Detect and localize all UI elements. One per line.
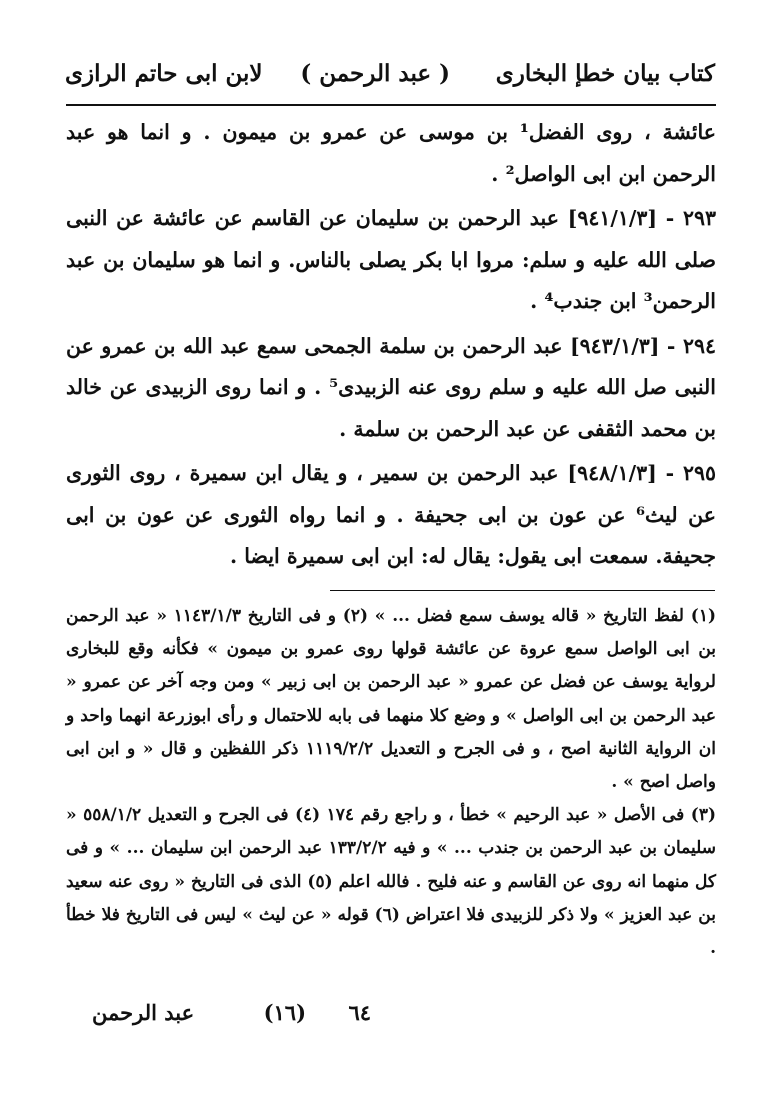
- section-name: ( عبد الرحمن ): [300, 60, 450, 87]
- entry-number: ٢٩٥: [682, 461, 716, 485]
- entry-text: - [٩٤٣/١/٣] عبد الرحمن بن سلمة الجمحى سمع عبد الله بن عمرو عن النبى صل الله عليه و سلم روى عنه الزبيدى⁵ . و انما روى الزبيدى عن خالد بن محمد الثقفى عن عبد الرحمن بن سلمة .: [66, 333, 716, 441]
- footnotes: [66, 600, 716, 965]
- footnote-block: (٣) فى الأصل « عبد الرحيم » خطأ ، و راجع رقم ١٧٤ (٤) فى الجرح و التعديل ٥٥٨/١/٢ « سليمان بن عبد الرحمن بن جندب ... » و فيه ١٣٣/٢/٢ عبد الرحمن ابن سليمان ... » و فى كل منهما انه روى عن القاسم و عنه فليح . فالله اعلم (٥) الذى فى التاريخ « روى عنه سعيد بن عبد العزيز » ولا ذكر للزبيدى فلا اعتراض (٦) قوله « عن ليث » ليس فى التاريخ فلا خطأ .: [66, 805, 716, 959]
- header-divider: [66, 104, 716, 106]
- intro-paragraph: عائشة ، روى الفضل¹ بن موسى عن عمرو بن ميمون . و انما هو عبد الرحمن ابن ابى الواصل² .: [66, 120, 717, 186]
- book-title: كتاب بيان خطإ البخارى: [495, 60, 715, 87]
- page-footer: [66, 1000, 716, 1040]
- page-number: ٦٤: [348, 1000, 371, 1025]
- entry-text: - [٩٤١/١/٣] عبد الرحمن بن سليمان عن القاسم عن عائشة عن النبى صلى الله عليه و سلم: مروا ابا بكر يصلى بالناس. و انما هو سليمان بن عبد الرحمن³ ابن جندب⁴ .: [66, 206, 716, 313]
- entry-293: [66, 198, 716, 323]
- footnote-block: (١) لفظ التاريخ « قاله يوسف سمع فضل ... » (٢) و فى التاريخ ١١٤٣/١/٣ « عبد الرحمن بن ابى الواصل سمع عروة عن عائشة قولها روى عمرو بن ميمون » فكأنه وقع للبخارى لرواية يوسف عن فضل عن عمرو « عبد الرحمن بن ابى زبير » ومن وجه آخر عن عمرو « عبد الرحمن بن ابى الواصل » و وضع كلا منهما فى بابه للاحتمال و رأى ابوزرعة انهما واحد و ان الرواية الثانية اصح ، و فى الجرح و التعديل ١١١٩/٢/٢ ذكر اللفظين و قال « و ابن ابى واصل اصح » .: [66, 606, 717, 793]
- footer-section-name: عبد الرحمن: [92, 1000, 195, 1025]
- footnote-divider: [330, 590, 715, 591]
- entry-number: ٢٩٤: [682, 333, 716, 358]
- entry-number: ٢٩٣: [682, 206, 717, 230]
- page-header: [65, 56, 715, 96]
- main-text: [66, 112, 716, 578]
- volume-mark: (١٦): [263, 1000, 306, 1025]
- entry-294: [66, 326, 716, 451]
- entry-295: [66, 453, 716, 578]
- author-name: لابن ابى حاتم الرازى: [65, 60, 263, 87]
- entry-text: - [٩٤٨/١/٣] عبد الرحمن بن سمير ، و يقال ابن سميرة ، روى الثورى عن ليث⁶ عن عون بن ابى جحيفة . و انما رواه الثورى عن عون بن ابى جحيفة. سمعت ابى يقول: يقال له: ابن ابى سميرة ايضا .: [66, 461, 716, 568]
